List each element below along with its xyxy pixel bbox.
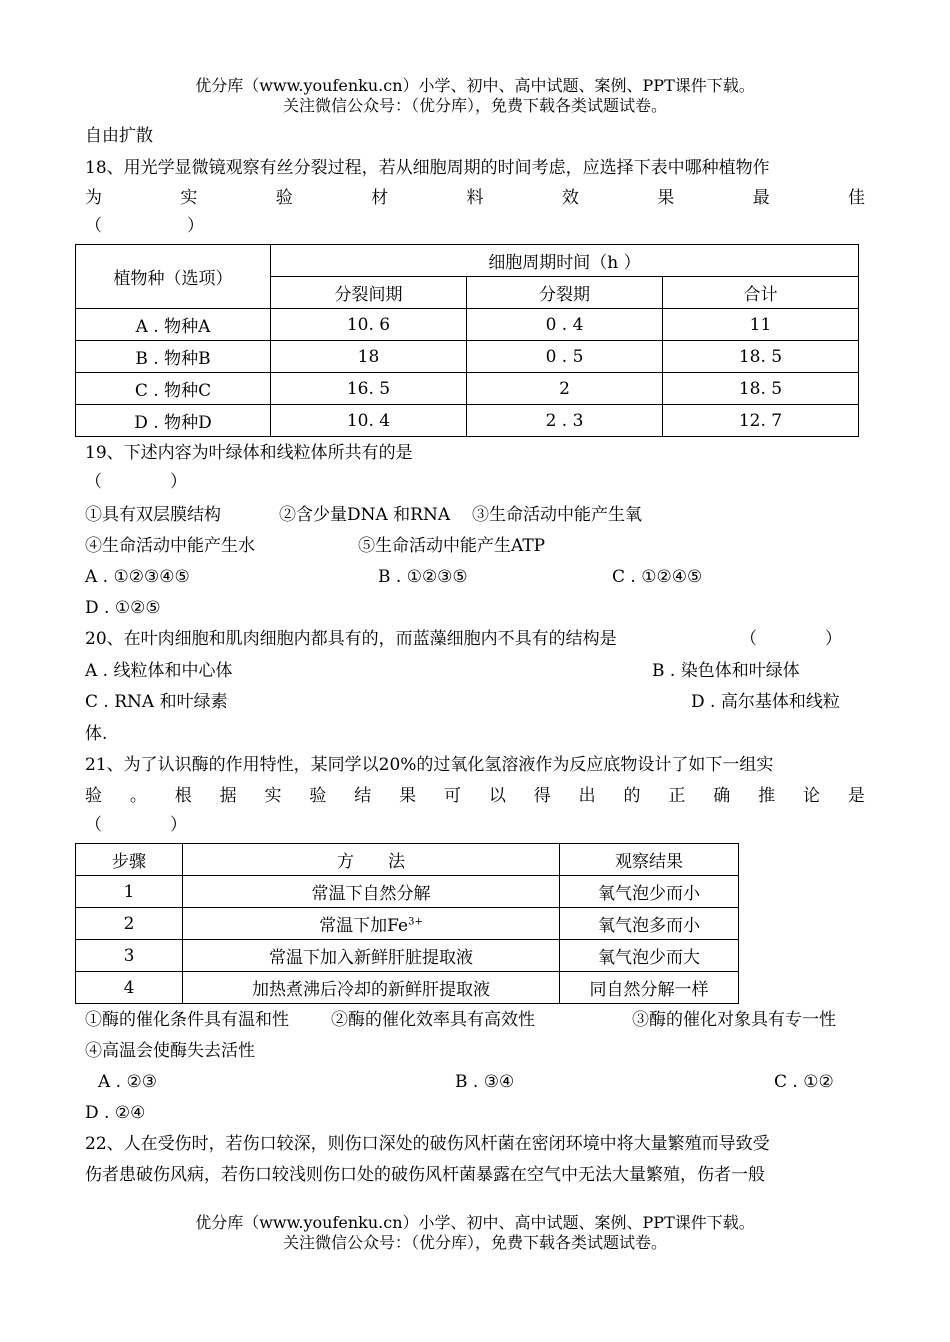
q21-char: 的: [623, 786, 641, 806]
q18-cell: 0 . 5: [467, 341, 663, 373]
q21-head-method: 方 法: [183, 844, 560, 876]
q21-cell: 加热煮沸后冷却的新鲜肝提取液: [183, 972, 560, 1004]
table-row: [76, 309, 859, 341]
q20-option-d-tail: 体.: [85, 724, 108, 744]
q21-char: 结: [354, 786, 372, 806]
q18-cell: C . 物种C: [76, 373, 271, 405]
q21-cell: [183, 908, 560, 940]
page-header-line2: 关注微信公众号：（优分库），免费下载各类试题试卷。: [282, 96, 667, 115]
q21-char: 实: [264, 786, 282, 806]
q18-cell: 10. 4: [271, 405, 467, 437]
q19-statement-3: ③生命活动中能产生氧: [472, 505, 642, 525]
q18-cell: 0 . 4: [467, 309, 663, 341]
q21-cell: 4: [76, 972, 183, 1004]
q21-cell: 常温下自然分解: [183, 876, 560, 908]
q21-cell: 氧气泡多而小: [560, 908, 739, 940]
table-row: [76, 908, 739, 940]
q21-option-a: A . ②③: [98, 1072, 157, 1092]
q21-cell: 氧气泡少而大: [560, 940, 739, 972]
q18-char: 佳: [848, 188, 865, 208]
q21-cell: 3: [76, 940, 183, 972]
q21-cell: 2: [76, 908, 183, 940]
q18-cell: 18: [271, 341, 467, 373]
q19-statement-4: ④生命活动中能产生水: [85, 536, 255, 556]
q21-statement-1: ①酶的催化条件具有温和性: [85, 1010, 289, 1030]
q19-statement-2: ②含少量DNA 和RNA: [279, 505, 451, 525]
q18-char: 验: [275, 188, 293, 208]
q21-option-c: C . ①②: [774, 1072, 834, 1092]
prev-answer-tail: 自由扩散: [85, 126, 153, 146]
q18-sub-interphase: 分裂间期: [271, 277, 467, 309]
q22-stem-line2: 伤者患破伤风病，若伤口较浅则伤口处的破伤风杆菌暴露在空气中无法大量繁殖，伤者一般: [85, 1165, 765, 1185]
q20-option-d: D . 高尔基体和线粒: [691, 692, 840, 712]
q18-cell: 2 . 3: [467, 405, 663, 437]
q21-char: 据: [219, 786, 237, 806]
q22-stem-line1: 22、人在受伤时，若伤口较深，则伤口深处的破伤风杆菌在密闭环境中将大量繁殖而导致受: [85, 1134, 770, 1154]
table-row: [76, 373, 859, 405]
q18-char: 最: [752, 188, 770, 208]
q21-stem-line1: 21、为了认识酶的作用特性，某同学以20%的过氧化氢溶液作为反应底物设计了如下一组实: [85, 755, 774, 775]
table-row: [76, 405, 859, 437]
q18-head-species: 植物种（选项）: [76, 245, 271, 309]
q18-char: 料: [466, 188, 484, 208]
q18-char: 为: [85, 188, 102, 208]
q20-stem: 20、在叶肉细胞和肌肉细胞内都具有的，而蓝藻细胞内不具有的结构是: [85, 629, 617, 649]
q20-option-c: C . RNA 和叶绿素: [85, 692, 228, 712]
q21-answer-paren: （ ）: [85, 815, 187, 835]
q18-sub-total: 合计: [663, 277, 859, 309]
q21-char: 得: [533, 786, 551, 806]
q18-cell: B . 物种B: [76, 341, 271, 373]
q19-answer-paren: （ ）: [85, 472, 187, 492]
q18-answer-paren: （ ）: [85, 216, 204, 236]
q18-sub-mitosis: 分裂期: [467, 277, 663, 309]
page-footer-line1: 优分库（www.youfenku.cn）小学、初中、高中试题、案例、PPT课件下载。: [195, 1213, 755, 1232]
q18-table: [75, 244, 859, 437]
q21-char: 验: [309, 786, 327, 806]
q18-stem-line1: 18、用光学显微镜观察有丝分裂过程，若从细胞周期的时间考虑，应选择下表中哪种植物作: [85, 158, 770, 178]
q21-cell: 常温下加入新鲜肝脏提取液: [183, 940, 560, 972]
table-row: [76, 876, 739, 908]
table-row: [76, 940, 739, 972]
q21-char: 出: [578, 786, 596, 806]
q21-char: 验: [85, 786, 102, 806]
q21-head-step: 步骤: [76, 844, 183, 876]
page-header-line1: 优分库（www.youfenku.cn）小学、初中、高中试题、案例、PPT课件下载。: [195, 76, 755, 95]
q18-cell: D . 物种D: [76, 405, 271, 437]
q21-char: 。: [129, 786, 147, 806]
q21-statement-2: ②酶的催化效率具有高效性: [331, 1010, 535, 1030]
q21-char: 正: [668, 786, 686, 806]
q21-cell: 同自然分解一样: [560, 972, 739, 1004]
q19-statement-5: ⑤生命活动中能产生ATP: [358, 536, 546, 556]
q21-option-b: B . ③④: [455, 1072, 515, 1092]
q21-char: 果: [399, 786, 417, 806]
q18-char: 果: [657, 188, 675, 208]
q19-option-b: B . ①②③⑤: [378, 567, 468, 587]
table-row: [76, 972, 739, 1004]
q18-char: 效: [561, 188, 579, 208]
q21-char: 以: [488, 786, 506, 806]
q18-head-cycle: 细胞周期时间（h ）: [271, 245, 859, 277]
q18-cell: A . 物种A: [76, 309, 271, 341]
q18-char: 实: [180, 188, 198, 208]
q20-option-b: B . 染色体和叶绿体: [652, 661, 800, 681]
q18-cell: 18. 5: [663, 373, 859, 405]
q18-stem-line2: [85, 186, 865, 210]
q21-char: 是: [847, 786, 865, 806]
q21-stem-line2: [85, 784, 865, 808]
q21-fe-superscript: 3+: [408, 916, 423, 928]
q21-char: 推: [758, 786, 776, 806]
q21-char: 确: [713, 786, 731, 806]
q21-table: [75, 843, 739, 1004]
q21-cell: 1: [76, 876, 183, 908]
page-footer-line2: 关注微信公众号：（优分库），免费下载各类试题试卷。: [282, 1233, 667, 1252]
q21-char: 根: [174, 786, 192, 806]
q21-char: 可: [444, 786, 461, 806]
q21-fe-text: 常温下加Fe: [319, 916, 409, 936]
q19-statement-1: ①具有双层膜结构: [85, 505, 221, 525]
q21-option-d: D . ②④: [85, 1103, 146, 1123]
q19-option-c: C . ①②④⑤: [612, 567, 703, 587]
q21-statement-4: ④高温会使酶失去活性: [85, 1041, 255, 1061]
q19-option-a: A . ①②③④⑤: [85, 567, 190, 587]
q18-cell: 11: [663, 309, 859, 341]
q19-stem: 19、下述内容为叶绿体和线粒体所共有的是: [85, 443, 413, 463]
q20-option-a: A . 线粒体和中心体: [85, 661, 233, 681]
q21-cell: 氧气泡少而小: [560, 876, 739, 908]
q19-option-d: D . ①②⑤: [85, 598, 161, 618]
q21-head-result: 观察结果: [560, 844, 739, 876]
q18-cell: 12. 7: [663, 405, 859, 437]
table-row: [76, 341, 859, 373]
q18-cell: 2: [467, 373, 663, 405]
q18-cell: 16. 5: [271, 373, 467, 405]
q21-statement-3: ③酶的催化对象具有专一性: [632, 1010, 836, 1030]
q18-cell: 10. 6: [271, 309, 467, 341]
q20-answer-paren: （ ）: [740, 629, 842, 649]
q18-char: 材: [371, 188, 389, 208]
q18-cell: 18. 5: [663, 341, 859, 373]
q21-char: 论: [803, 786, 820, 806]
